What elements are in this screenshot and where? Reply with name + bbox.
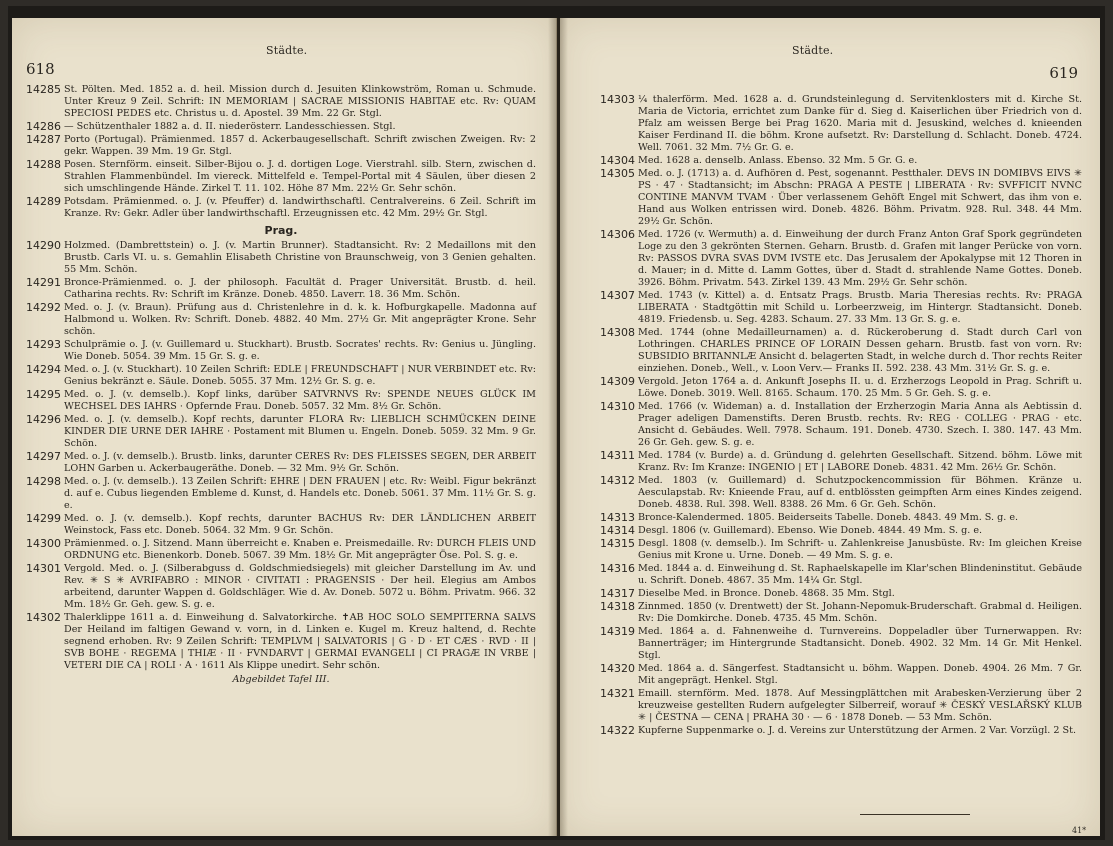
catalog-entry xyxy=(600,94,1082,154)
entry-text: Zinnmed. 1850 (v. Drentwett) der St. Johann-Nepomuk-Bruderschaft. Grabmal d. Heiligen. Rv: Die Domkirche. Doneb. 4735. 45 Mm. Schön. xyxy=(638,601,1082,624)
entry-text: Med. o. J. (v. demselb.). Brustb. links, darunter CERES Rv: DES FLEISSES SEGEN, DER ARBEIT LOHN Garben u. Ackerbaugeräthe. Doneb. — 32 Mm. 9½ Gr. Schön. xyxy=(64,451,536,474)
signature-mark: 41* xyxy=(1072,826,1087,835)
entry-text: ¼ thalerförm. Med. 1628 a. d. Grundsteinlegung d. Servitenklosters mit d. Kirche St. Maria de Victoria, errichtet zum Danke für d. Sieg d. Kaiserlichen über Friedrich von d. Pfalz am weissen Berge bei Prag 1620. Maria mit d. Jesuskind, welches d. knieenden Kaiser Ferdinand II. die böhm. Krone aufsetzt. Rv: Darstellung d. Schlacht. Doneb. 4724. Well. 7061. 32 Mm. 7½ Gr. G. e. xyxy=(638,94,1082,153)
entry-text: Med. 1628 a. denselb. Anlass. Ebenso. 32 Mm. 5 Gr. G. e. xyxy=(638,155,918,166)
catalog-entry xyxy=(26,538,536,562)
entry-text: — Schützenthaler 1882 a. d. II. niederösterr. Landesschiessen. Stgl. xyxy=(64,121,396,132)
catalog-entry xyxy=(600,155,1082,167)
footer-rule xyxy=(860,814,970,815)
entry-text: Emaill. sternförm. Med. 1878. Auf Messingplättchen mit Arabesken-Verzierung über 2 kreuzweise gestellten Rudern aufgelegter Silberreif, worauf ✳ ČESKÝ VESLAŘSKÝ KLUB ✳ | ČESTNA — CENA | PRAHA 30 · — 6 · 1878 Doneb. — 53 Mm. Schön. xyxy=(638,688,1082,723)
catalog-entry xyxy=(26,121,536,133)
catalog-entry xyxy=(26,612,536,672)
entry-number: 14311 xyxy=(600,449,635,462)
entry-number: 14295 xyxy=(26,388,61,401)
right-entries xyxy=(600,94,1082,738)
catalog-entry xyxy=(26,159,536,195)
entry-number: 14310 xyxy=(600,400,635,413)
right-entries-list xyxy=(600,94,1082,737)
book-spread xyxy=(8,6,1105,840)
entry-text: Med. 1864 a. d. Sängerfest. Stadtansicht u. böhm. Wappen. Doneb. 4904. 26 Mm. 7 Gr. Mit angeprägt. Henkel. Stgl. xyxy=(638,663,1082,686)
entry-text: Desgl. 1806 (v. Guillemard). Ebenso. Wie Doneb. 4844. 49 Mm. S. g. e. xyxy=(638,525,983,536)
right-page-number: 619 xyxy=(1049,64,1078,82)
entry-number: 14314 xyxy=(600,524,635,537)
entry-number: 14320 xyxy=(600,662,635,675)
entry-number: 14315 xyxy=(600,537,635,550)
catalog-entry xyxy=(26,196,536,220)
entry-number: 14285 xyxy=(26,83,61,96)
catalog-entry xyxy=(26,277,536,301)
entry-text: Schulprämie o. J. (v. Guillemard u. Stuckhart). Brustb. Socrates' rechts. Rv: Genius u. Jüngling. Wie Doneb. 5054. 39 Mm. 15 Gr. S. g. e. xyxy=(64,339,536,362)
catalog-entry xyxy=(26,513,536,537)
entry-text: Med. o. J. (v. demselb.). Kopf rechts, darunter BACHUS Rv: DER LÄNDLICHEN ARBEIT Weinstock, Fass etc. Doneb. 5064. 32 Mm. 9 Gr. Schön. xyxy=(64,513,536,536)
catalog-entry xyxy=(26,84,536,120)
entry-text: Med. 1784 (v. Burde) a. d. Gründung d. gelehrten Gesellschaft. Sitzend. böhm. Löwe mit Kranz. Rv: Im Kranze: INGENIO | ET | LABORE Doneb. 4831. 42 Mm. 26½ Gr. Schön. xyxy=(638,450,1082,473)
left-entries-before xyxy=(26,84,536,220)
entry-text: Thalerklippe 1611 a. d. Einweihung d. Salvatorkirche. ✝AB HOC SOLO SEMPITERNA SALVS Der Heiland im faltigen Gewand v. vorn, in d. Linken e. Kugel m. Kreuz haltend, d. Rechte segnend erhoben. Rv: 9 Zeilen Schrift: TEMPLVM | SALVATORIS | G · D · ET CÆS · RVD · II | SVB BOHE · REGEMA | THIÆ · II · FVNDARVT | GERMAI EVANGELI | CI PRAGÆ IN VRBE | VETERI DIE CA | ROLI · A · 1611 Als Klippe unedirt. Sehr schön. xyxy=(64,612,536,671)
entry-text: Med. 1803 (v. Guillemard) d. Schutzpockencommission für Böhmen. Kränze u. Aesculapstab. Rv: Knieende Frau, auf d. entblössten geimpften Arm eines Kindes zeigend. Doneb. 4838. Rul. 398. Well. 8388. 26 Mm. 6 Gr. Geh. Schön. xyxy=(638,475,1082,510)
catalog-entry xyxy=(26,476,536,512)
entry-text: Med. 1844 a. d. Einweihung d. St. Raphaelskapelle im Klar'schen Blindeninstitut. Gebäude u. Schrift. Doneb. 4867. 35 Mm. 14¼ Gr. Stgl. xyxy=(638,563,1082,586)
entry-number: 14303 xyxy=(600,93,635,106)
entry-number: 14317 xyxy=(600,587,635,600)
catalog-entry xyxy=(600,290,1082,326)
entry-number: 14307 xyxy=(600,289,635,302)
catalog-entry xyxy=(600,525,1082,537)
entry-number: 14312 xyxy=(600,474,635,487)
entry-number: 14288 xyxy=(26,158,61,171)
entry-number: 14294 xyxy=(26,363,61,376)
catalog-entry xyxy=(600,512,1082,524)
entry-number: 14321 xyxy=(600,687,635,700)
catalog-entry xyxy=(600,601,1082,625)
catalog-entry xyxy=(26,339,536,363)
entry-number: 14293 xyxy=(26,338,61,351)
entry-text: Porto (Portugal). Prämienmed. 1857 d. Ackerbaugesellschaft. Schrift zwischen Zweigen. Rv: 2 gekr. Wappen. 39 Mm. 19 Gr. Stgl. xyxy=(64,134,536,157)
entry-number: 14298 xyxy=(26,475,61,488)
plate-caption: Abgebildet Tafel III. xyxy=(232,674,330,685)
catalog-entry xyxy=(26,414,536,450)
section-heading: Prag. xyxy=(264,224,298,237)
entry-text: Med. o. J. (v. demselb.). 13 Zeilen Schrift: EHRE | DEN FRAUEN | etc. Rv: Weibl. Figur bekränzt d. auf e. Cubus liegenden Embleme d. Kunst, d. Handels etc. Doneb. 5061. 37 Mm. 11½ Gr. S. g. e. xyxy=(64,476,536,511)
entry-number: 14302 xyxy=(26,611,61,624)
entry-number: 14289 xyxy=(26,195,61,208)
catalog-entry xyxy=(600,229,1082,289)
entry-number: 14306 xyxy=(600,228,635,241)
entry-text: Med. 1744 (ohne Medailleurnamen) a. d. Rückeroberung d. Stadt durch Carl von Lothringen. CHARLES PRINCE OF LORAIN Dessen geharn. Brustb. fast von vorn. Rv: SUBSIDIO BRITANNLÆ Ansicht d. belagerten Stadt, in welche durch d. Thor rechts Reiter einziehen. Doneb., Well., v. Loon Verv.— Franks II. 592. 238. 43 Mm. 31½ Gr. S. g. e. xyxy=(638,327,1082,374)
entry-number: 14304 xyxy=(600,154,635,167)
catalog-entry xyxy=(600,563,1082,587)
entry-number: 14292 xyxy=(26,301,61,314)
entry-number: 14299 xyxy=(26,512,61,525)
catalog-entry xyxy=(600,688,1082,724)
catalog-entry xyxy=(600,327,1082,375)
left-entries-after xyxy=(26,240,536,672)
entry-text: Bronce-Kalendermed. 1805. Beiderseits Tabelle. Doneb. 4843. 49 Mm. S. g. e. xyxy=(638,512,1019,523)
entry-number: 14290 xyxy=(26,239,61,252)
entry-number: 14297 xyxy=(26,450,61,463)
entry-number: 14309 xyxy=(600,375,635,388)
catalog-entry xyxy=(26,302,536,338)
entry-number: 14319 xyxy=(600,625,635,638)
catalog-entry xyxy=(600,538,1082,562)
entry-text: Vergold. Med. o. J. (Silberabguss d. Goldschmiedsiegels) mit gleicher Darstellung im Av. und Rev. ✳ S ✳ AVRIFABRO : MINOR · CIVITATI : PRAGENSIS · Der heil. Elegius am Ambos arbeitend, darunter Wappen d. Goldschläger. Wie d. Av. Doneb. 5072 u. Böhm. Privatm. 966. 32 Mm. 18½ Gr. Geh. gew. S. g. e. xyxy=(64,563,536,610)
left-page xyxy=(12,18,557,836)
catalog-entry xyxy=(600,626,1082,662)
entry-number: 14308 xyxy=(600,326,635,339)
entry-text: Kupferne Suppenmarke o. J. d. Vereins zur Unterstützung der Armen. 2 Var. Vorzügl. 2 St. xyxy=(638,725,1077,736)
entry-text: Prämienmed. o. J. Sitzend. Mann überreicht e. Knaben e. Preismedaille. Rv: DURCH FLEIS UND ORDNUNG etc. Bienenkorb. Doneb. 5067. 39 Mm. 18½ Gr. Mit angeprägter Öse. Pol. S. g. e. xyxy=(64,538,536,561)
entry-text: Med. 1766 (v. Wideman) a. d. Installation der Erzherzogin Maria Anna als Aebtissin d. Prager adeligen Damenstifts. Deren Brustb. rechts. Rv: REG · COLLEG · PRAG · etc. Ansicht d. Gebäudes. Well. 7978. Schaum. 191. Doneb. 4730. Szech. I. 380. 147. 43 Mm. 26 Gr. Geh. gew. S. g. e. xyxy=(638,401,1082,448)
entry-number: 14322 xyxy=(600,724,635,737)
catalog-entry xyxy=(26,563,536,611)
left-entries xyxy=(26,84,536,686)
entry-text: Bronce-Prämienmed. o. J. der philosoph. Facultät d. Prager Universität. Brustb. d. heil. Catharina rechts. Rv: Schrift im Kränze. Doneb. 4850. Laverr. 18. 36 Mm. Schön. xyxy=(64,277,536,300)
entry-text: Posen. Sternförm. einseit. Silber-Bijou o. J. d. dortigen Loge. Vierstrahl. silb. Stern, zwischen d. Strahlen Flammenbündel. Im viereck. Mittelfeld e. Tempel-Portal mit 4 Säulen, über diesen 2 sich umschlingende Hände. Zirkel T. 11. 102. Höhe 87 Mm. 22½ Gr. Sehr schön. xyxy=(64,159,536,194)
entry-text: Med. o. J. (v. Stuckhart). 10 Zeilen Schrift: EDLE | FREUNDSCHAFT | NUR VERBINDET etc. Rv: Genius bekränzt e. Säule. Doneb. 5055. 37 Mm. 12½ Gr. S. g. e. xyxy=(64,364,536,387)
entry-number: 14318 xyxy=(600,600,635,613)
catalog-entry xyxy=(600,588,1082,600)
catalog-entry xyxy=(26,240,536,276)
right-page xyxy=(560,18,1100,836)
entry-text: Med. o. J. (v. Braun). Prüfung aus d. Christenlehre in d. k. k. Hofburgkapelle. Madonna auf Halbmond u. Wolken. Rv: Schrift. Doneb. 4882. 40 Mm. 27½ Gr. Mit angeprägter Krone. Sehr schön. xyxy=(64,302,536,337)
entry-text: Med. 1743 (v. Kittel) a. d. Entsatz Prags. Brustb. Maria Theresias rechts. Rv: PRAGA LIBERATA · Stadtgöttin mit Schild u. Lorbeerzweig, im Hintergr. Stadtansicht. Doneb. 4819. Friedensb. u. Seg. 4283. Schaum. 27. 33 Mm. 13 Gr. S. g. e. xyxy=(638,290,1082,325)
entry-number: 14291 xyxy=(26,276,61,289)
catalog-entry xyxy=(600,663,1082,687)
entry-text: Med. o. J. (v. demselb.). Kopf rechts, darunter FLORA Rv: LIEBLICH SCHMÜCKEN DEINE KINDER DIE URNE DER IAHRE · Postament mit Blumen u. Engeln. Doneb. 5059. 32 Mm. 9 Gr. Schön. xyxy=(64,414,536,449)
entry-text: Med. o. J. (v. demselb.). Kopf links, darüber SATVRNVS Rv: SPENDE NEUES GLÜCK IM WECHSEL DES IAHRS · Opfernde Frau. Doneb. 5057. 32 Mm. 8½ Gr. Schön. xyxy=(64,389,536,412)
catalog-entry xyxy=(26,451,536,475)
entry-text: Desgl. 1808 (v. demselb.). Im Schrift- u. Zahlenkreise Janusbüste. Rv: Im gleichen Kreise Genius mit Krone u. Urne. Doneb. — 49 Mm. S. g. e. xyxy=(638,538,1082,561)
entry-number: 14296 xyxy=(26,413,61,426)
entry-number: 14313 xyxy=(600,511,635,524)
catalog-entry xyxy=(26,389,536,413)
catalog-entry xyxy=(600,401,1082,449)
entry-text: Med. 1864 a. d. Fahnenweihe d. Turnvereins. Doppeladler über Turnerwappen. Rv: Bannerträger; im Hintergrunde Stadtansicht. Doneb. 4902. 32 Mm. 14 Gr. Mit Henkel. Stgl. xyxy=(638,626,1082,661)
entry-text: Dieselbe Med. in Bronce. Doneb. 4868. 35 Mm. Stgl. xyxy=(638,588,895,599)
entry-number: 14301 xyxy=(26,562,61,575)
entry-text: Med. o. J. (1713) a. d. Aufhören d. Pest, sogenannt. Pestthaler. DEVS IN DOMIBVS EIVS ✳ PS · 47 · Stadtansicht; im Abschn: PRAGA A PESTE | LIBERATA · Rv: SVFFICIT NVNC CONTINE MANVM TVAM · Über verlassenem Gehöft Engel mit Schwert, das ihm von e. Hand aus Wolken entrissen wird. Doneb. 4826. Böhm. Privatm. 928. Rul. 348. 44 Mm. 29½ Gr. Schön. xyxy=(638,168,1082,227)
catalog-entry xyxy=(600,725,1082,737)
entry-number: 14300 xyxy=(26,537,61,550)
entry-number: 14286 xyxy=(26,120,61,133)
entry-text: Holzmed. (Dambrettstein) o. J. (v. Martin Brunner). Stadtansicht. Rv: 2 Medaillons mit den Brustb. Carls VI. u. s. Gemahlin Elisabeth Christine von Braunschweig, von 3 Genien gehalten. 55 Mm. Schön. xyxy=(64,240,536,275)
catalog-entry xyxy=(600,450,1082,474)
catalog-entry xyxy=(600,168,1082,228)
entry-text: Med. 1726 (v. Wermuth) a. d. Einweihung der durch Franz Anton Graf Spork gegründeten Loge zu den 3 gekrönten Sternen. Geharn. Brustb. d. Grafen mit langer Perücke von vorn. Rv: PASSOS DVRA SVAS DVM IVSTE etc. Das Jerusalem der Apokalypse mit 12 Thoren in d. Mauer; in d. Mitte d. Lamm Gottes, über d. Stadt d. strahlende Name Gottes. Doneb. 3926. Böhm. Privatm. 543. Zirkel 139. 43 Mm. 29½ Gr. Sehr schön. xyxy=(638,229,1082,288)
catalog-entry xyxy=(600,475,1082,511)
catalog-entry xyxy=(26,134,536,158)
entry-text: St. Pölten. Med. 1852 a. d. heil. Mission durch d. Jesuiten Klinkowström, Roman u. Schmude. Unter Kreuz 9 Zeil. Schrift: IN MEMORIAM | SACRAE MISSIONIS HABITAE etc. Rv: QUAM SPECIOSI PEDES etc. Christus u. d. Apostel. 39 Mm. 22 Gr. Stgl. xyxy=(64,84,536,119)
entry-number: 14305 xyxy=(600,167,635,180)
left-running-head: Städte. xyxy=(266,44,308,57)
entry-number: 14287 xyxy=(26,133,61,146)
right-running-head: Städte. xyxy=(792,44,834,57)
entry-number: 14316 xyxy=(600,562,635,575)
left-page-number: 618 xyxy=(26,60,55,78)
catalog-entry xyxy=(600,376,1082,400)
catalog-entry xyxy=(26,364,536,388)
entry-text: Vergold. Jeton 1764 a. d. Ankunft Josephs II. u. d. Erzherzogs Leopold in Prag. Schrift u. Löwe. Doneb. 3019. Well. 8165. Schaum. 170. 25 Mm. 5 Gr. Geh. S. g. e. xyxy=(638,376,1082,399)
entry-text: Potsdam. Prämienmed. o. J. (v. Pfeuffer) d. landwirthschaftl. Centralvereins. 6 Zeil. Schrift im Kranze. Rv: Gekr. Adler über landwirthschaftl. Erzeugnissen etc. 42 Mm. 29½ Gr. Stgl. xyxy=(64,196,536,219)
